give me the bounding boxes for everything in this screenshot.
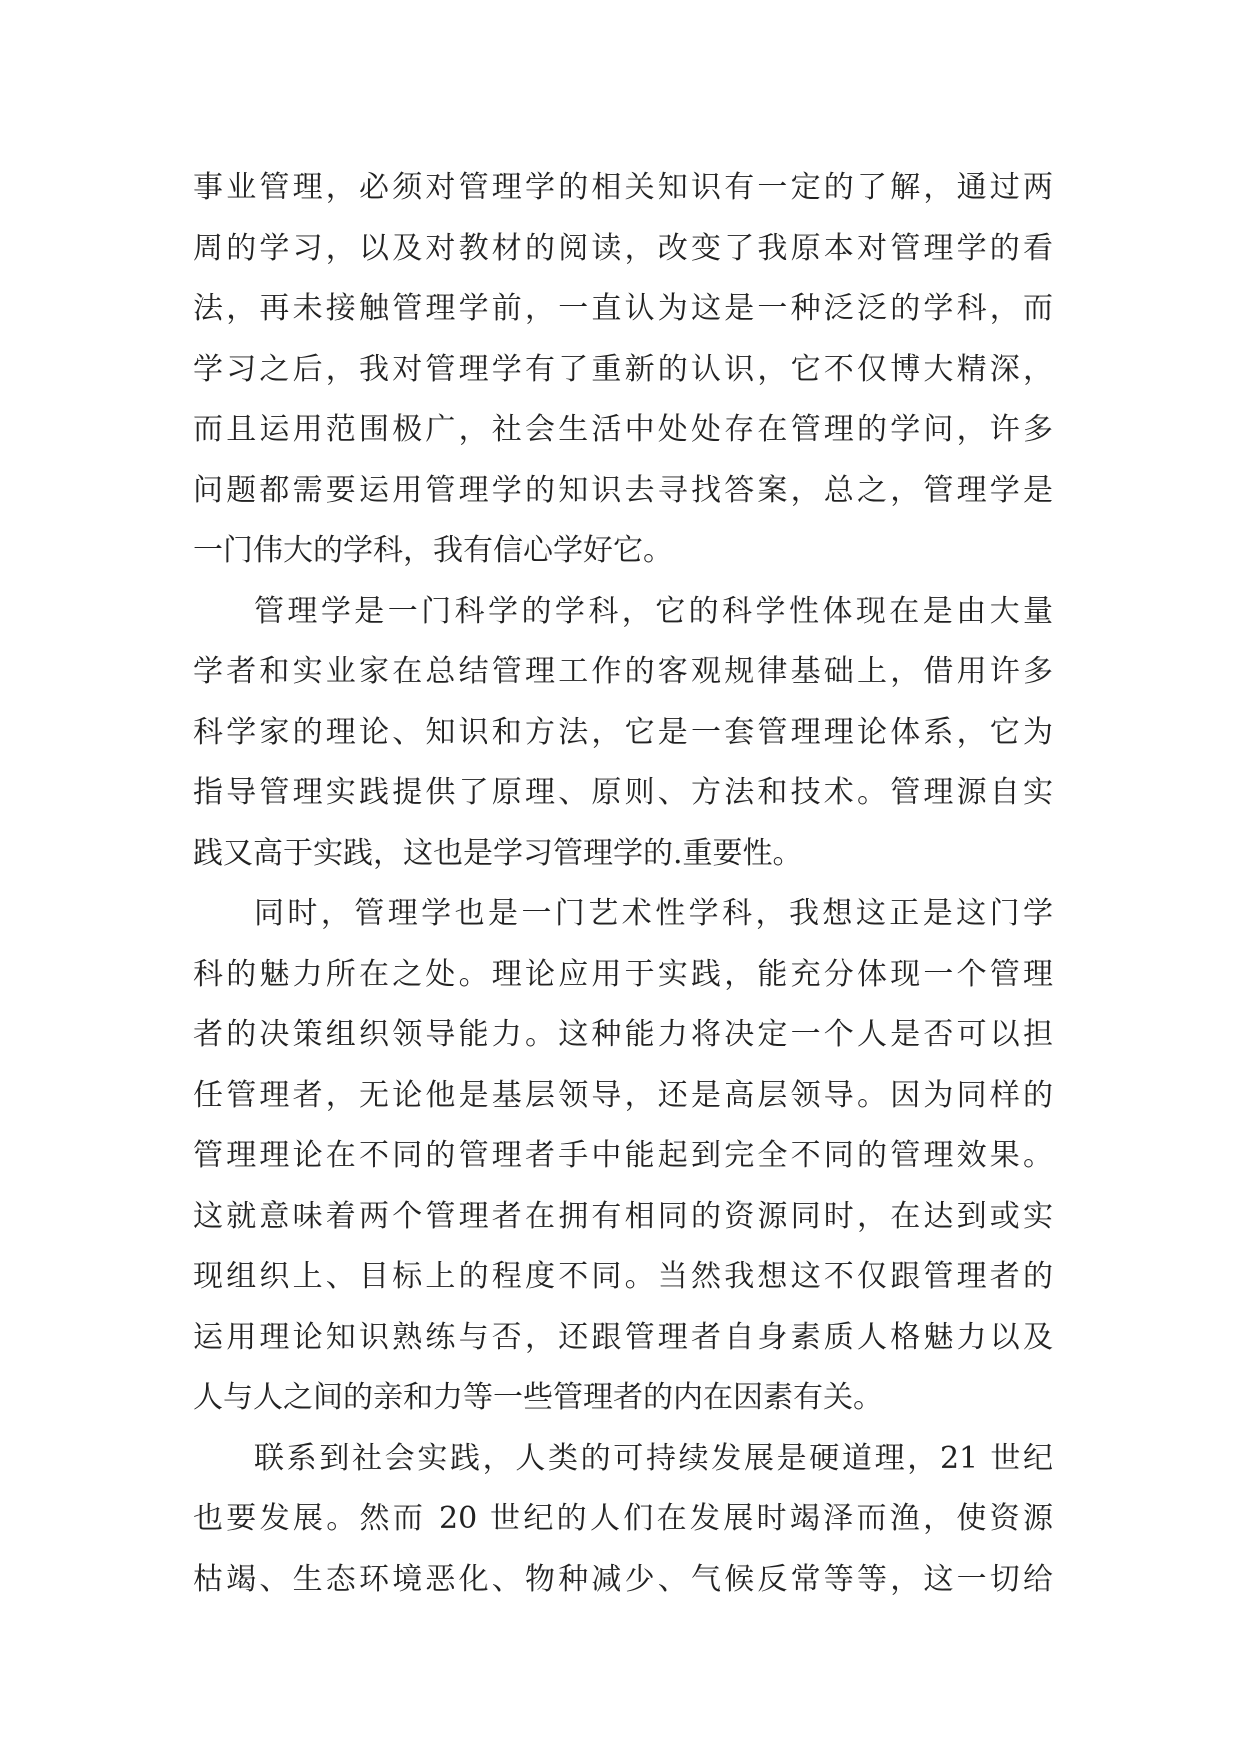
text-line: 现组织上、目标上的程度不同。当然我想这不仅跟管理者的	[193, 1259, 1053, 1294]
text-line: 一门伟大的学科，我有信心学好它。	[193, 533, 673, 568]
text-line: 践又高于实践，这也是学习管理学的.重要性。	[193, 835, 803, 871]
text-line: 学习之后，我对管理学有了重新的认识，它不仅博大精深，	[193, 351, 1053, 387]
text-line: 人与人之间的亲和力等一些管理者的内在因素有关。	[193, 1380, 883, 1415]
text-line: 运用理论知识熟练与否，还跟管理者自身素质人格魅力以及	[193, 1319, 1053, 1355]
text-line: 科的魅力所在之处。理论应用于实践，能充分体现一个管理	[193, 956, 1053, 992]
text-line: 也要发展。然而 20 世纪的人们在发展时竭泽而渔，使资源	[193, 1501, 1053, 1536]
text-line: 管理理论在不同的管理者手中能起到完全不同的管理效果。	[193, 1138, 1053, 1173]
text-line: 周的学习，以及对教材的阅读，改变了我原本对管理学的看	[193, 230, 1053, 266]
text-line: 问题都需要运用管理学的知识去寻找答案，总之，管理学是	[193, 472, 1053, 508]
text-line: 者的决策组织领导能力。这种能力将决定一个人是否可以担	[193, 1017, 1053, 1052]
text-line: 事业管理，必须对管理学的相关知识有一定的了解，通过两	[193, 170, 1053, 205]
body-text	[193, 158, 1053, 1610]
text-line: 同时，管理学也是一门艺术性学科，我想这正是这门学	[254, 896, 1053, 931]
text-line: 联系到社会实践，人类的可持续发展是硬道理，21 世纪	[254, 1440, 1053, 1476]
text-line: 任管理者，无论他是基层领导，还是高层领导。因为同样的	[193, 1077, 1053, 1113]
text-line: 科学家的理论、知识和方法，它是一套管理理论体系，它为	[193, 714, 1053, 750]
text-line: 枯竭、生态环境恶化、物种减少、气候反常等等，这一切给	[193, 1561, 1053, 1597]
text-line: 指导管理实践提供了原理、原则、方法和技术。管理源自实	[193, 775, 1053, 810]
text-line: 管理学是一门科学的学科，它的科学性体现在是由大量	[254, 593, 1053, 629]
text-line: 这就意味着两个管理者在拥有相同的资源同时，在达到或实	[193, 1198, 1053, 1234]
text-line: 而且运用范围极广，社会生活中处处存在管理的学问，许多	[193, 412, 1053, 447]
text-line: 法，再未接触管理学前，一直认为这是一种泛泛的学科，而	[193, 291, 1053, 326]
text-line: 学者和实业家在总结管理工作的客观规律基础上，借用许多	[193, 654, 1053, 689]
